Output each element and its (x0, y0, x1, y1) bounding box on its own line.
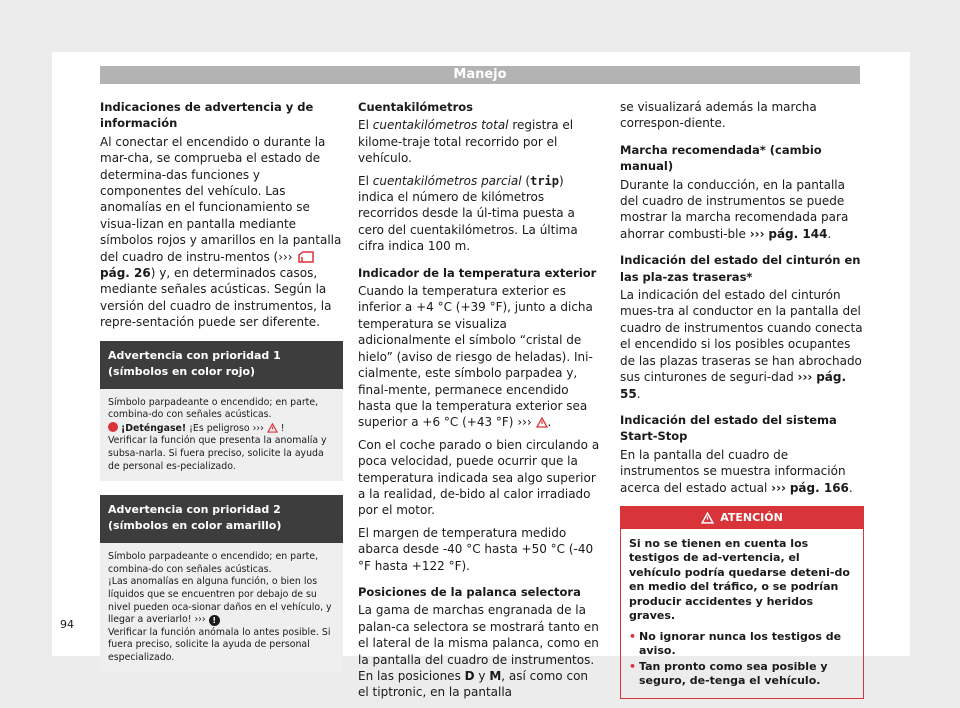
priority-2-body (100, 543, 343, 672)
priority-2-box (100, 495, 343, 672)
paragraph: El cuentakilómetros parcial (trip) indica el número de kilómetros recorridos desde la úl-tima puesta a cero del cuentakilómetros. La última cifra indica 100 m. (358, 173, 578, 254)
page-reference[interactable]: pág. 166 (789, 480, 849, 495)
section-heading-indicaciones: Indicaciones de advertencia y de información (100, 100, 314, 131)
priority-1-line: Símbolo parpadeante o encendido; en parte, combina-do con señales acústicas. (108, 396, 319, 421)
paragraph: Cuando la temperatura exterior es inferior a +4 °C (+39 °F), junto a dicha temperatura se visualiza adicionalmente el símbolo “cristal de hielo” (aviso de riesgo de heladas). Ini-cialmente, este símbolo parpadea y, final-mente, permanece encendido hasta que la temperatura exterior sea superior a +6 °C (+43 °F) ››› . (358, 284, 593, 430)
heading-marcha: Marcha recomendada* (cambio manual) (620, 142, 822, 174)
crossref-arrow: ››› (797, 370, 813, 385)
stop-icon (108, 422, 118, 432)
crossref-arrow: ››› (749, 226, 765, 241)
crossref-arrow: ››› (194, 614, 206, 626)
crossref-arrow: ››› (771, 480, 786, 495)
priority-2-title: Advertencia con prioridad 2 (símbolos en color amarillo) (100, 495, 343, 543)
warning-box (620, 506, 864, 699)
priority-1-stop-line: ¡Deténgase! ¡Es peligroso ››› ! (108, 422, 337, 436)
priority-1-title: Advertencia con prioridad 1 (símbolos en color rojo) (100, 341, 343, 389)
priority-1-body (100, 389, 343, 482)
crossref-arrow: ››› (517, 415, 532, 430)
page-number: 94 (60, 618, 74, 631)
page-reference[interactable]: pág. 144 (768, 226, 828, 241)
bullet: • (629, 659, 637, 673)
trip-label: trip (530, 173, 559, 188)
page-reference[interactable]: pág. 55 (620, 370, 847, 401)
paragraph: se visualizará además la marcha correspon-diente. (620, 100, 817, 131)
priority-2-line: ¡Las anomalías en alguna función, o bien los líquidos que se encuentren por debajo de su nivel pueden oca-sionar daños en el vehículo, y llegar a averiarlo! ››› ! (108, 576, 332, 626)
heading-palanca: Posiciones de la palanca selectora (358, 584, 581, 599)
info-icon: ! (209, 615, 220, 626)
instrument-panel-icon (297, 250, 315, 264)
paragraph: La indicación del estado del cinturón mues-tra al conductor en la pantalla del cuadro de instrumentos cuando conecta el encendido si los posibles ocupantes de las plazas traseras se han abrochado sus cinturones de seguri-dad ››› pág. 55. (620, 288, 863, 401)
warning-triangle-icon (267, 423, 278, 433)
heading-temperatura: Indicador de la temperatura exterior (358, 265, 597, 280)
priority-1-line: Verificar la función que presenta la anomalía y subsa-narla. Si fuera preciso, solicite la ayuda de personal es-pecializado. (108, 435, 327, 472)
warning-triangle-icon (536, 417, 548, 428)
warning-list (629, 630, 855, 689)
bullet: • (629, 629, 637, 643)
page-header: Manejo (100, 66, 860, 84)
column-right (620, 99, 864, 699)
intro-paragraph: Al conectar el encendido o durante la mar-cha, se comprueba el estado de determina-das funciones y componentes del vehículo. Las anomalías en el funcionamiento se visua-lizan en pantalla mediante símbolos rojos y amarillos en la pantalla del cuadro de instru-mentos (›››pág. 26) y, en determinados casos, mediante señales acústicas. Según la versión del cuadro de instrumentos, la repre-sentación puede ser diferente. (100, 134, 342, 330)
warning-body (621, 529, 863, 698)
crossref-arrow: ››› (252, 422, 264, 434)
heading-cinturon: Indicación del estado del cinturón en las pla-zas traseras* (620, 253, 861, 284)
paragraph: La gama de marchas engranada de la palan-ca selectora se mostrará tanto en el lateral de la misma palanca, como en la pantalla del cuadro de instrumentos. En las posiciones D y M, así como con el tiptronic, en la pantalla (358, 603, 599, 700)
heading-cuentakilometros: Cuentakilómetros (358, 100, 473, 114)
priority-2-line: Verificar la función anómala lo antes posible. Si fuera preciso, solicite la ayuda de personal especializado. (108, 626, 331, 663)
crossref-arrow: ››› (278, 249, 293, 264)
column-middle (358, 99, 601, 707)
paragraph: Con el coche parado o bien circulando a poca velocidad, puede ocurrir que la temperatura indicada sea algo superior a la realidad, de-bido al calor irradiado por el motor. (358, 437, 600, 518)
warning-list-item: • Tan pronto como sea posible y seguro, de-tenga el vehículo. (629, 659, 828, 688)
priority-2-line: Símbolo parpadeante o encendido; en parte, combina-do con señales acústicas. (108, 551, 319, 575)
warning-triangle-icon (701, 512, 714, 524)
heading-start-stop: Indicación del estado del sistema Start-Stop (620, 412, 837, 444)
warning-text: Si no se tienen en cuenta los testigos de ad-vertencia, el vehículo podría quedarse deteni-do en medio del tráfico, o se podrían producir accidentes y heridos graves. (629, 536, 850, 623)
warning-list-item: • No ignorar nunca los testigos de aviso. (629, 629, 842, 658)
paragraph: En la pantalla del cuadro de instrumentos se muestra información acerca del estado actual ››› pág. 166. (620, 447, 853, 495)
paragraph: El margen de temperatura medido abarca desde -40 °C hasta +50 °C (-40 °F hasta +122 °F). (358, 525, 594, 573)
paragraph: Durante la conducción, en la pantalla del cuadro de instrumentos se puede mostrar la marcha recomendada para ahorrar combusti-ble ››› pág. 144. (620, 177, 849, 241)
paragraph: El cuentakilómetros total registra el kilome-traje total recorrido por el vehículo. (358, 118, 574, 166)
priority-1-box (100, 341, 343, 482)
column-left (100, 99, 343, 687)
page-reference[interactable]: pág. 26 (100, 266, 151, 281)
warning-title: ATENCIÓN (621, 507, 863, 529)
